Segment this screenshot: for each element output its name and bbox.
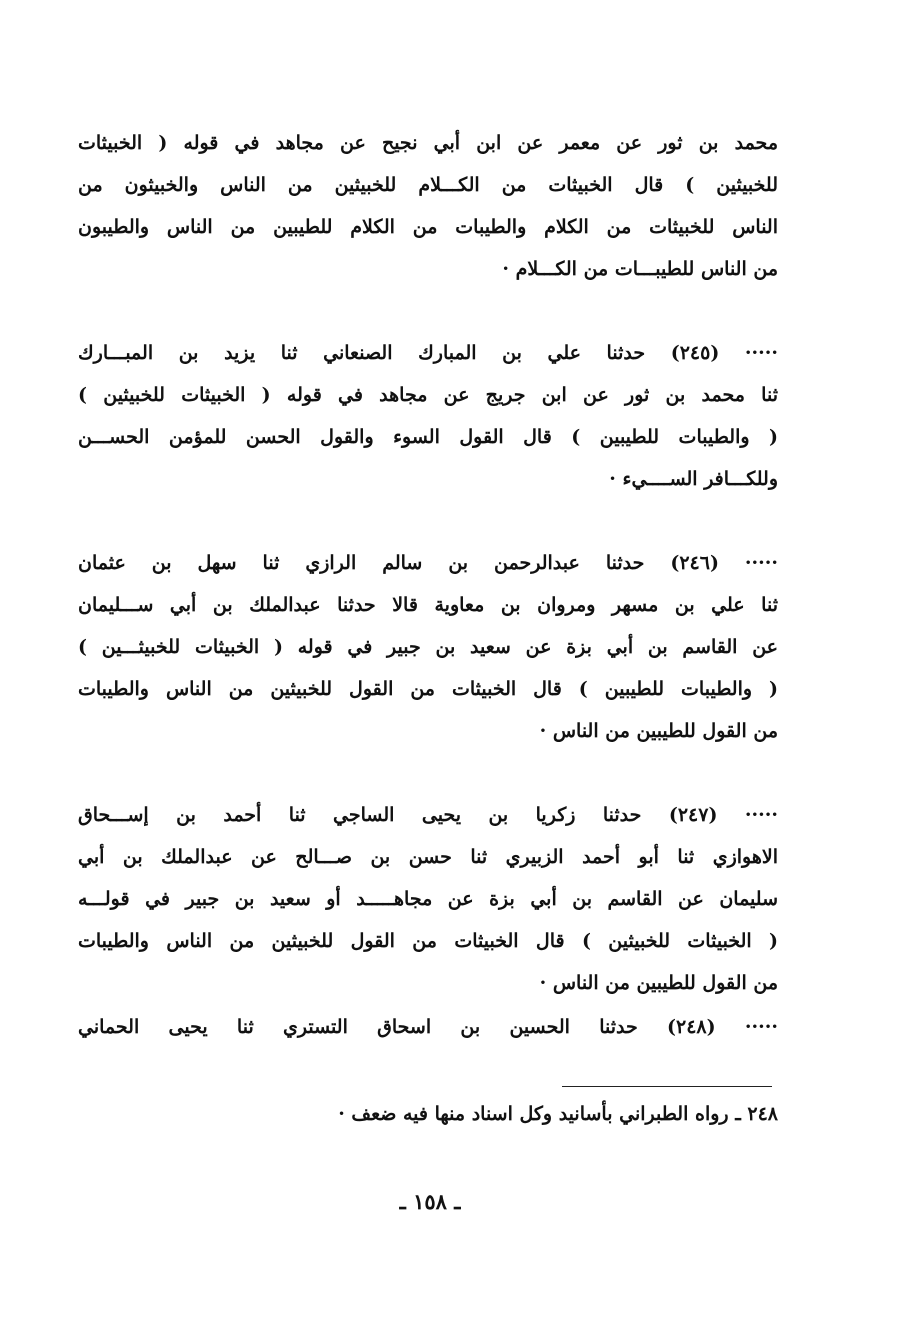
text-line: ····· (٢٤٨) حدثنا الحسين بن اسحاق التستري ثنا يحيى الحماني <box>78 1016 778 1038</box>
hadith-245 <box>78 332 778 500</box>
text-line: ( والطيبات للطيبين ) قال الخبيثات من القول للخبيثين من الناس والطيبات <box>78 678 778 700</box>
text-line: للخبيثين ) قال الخبيثات من الكـــلام للخبيثين من الناس والخبيثون من <box>78 174 778 196</box>
hadith-246 <box>78 542 778 752</box>
page-number: ـ ١٥٨ ـ <box>399 1189 461 1214</box>
hadith-247 <box>78 794 778 1004</box>
text-line: ····· (٢٤٦) حدثنا عبدالرحمن بن سالم الرازي ثنا سهل بن عثمان <box>78 552 778 574</box>
text-line: عن القاسم بن أبي بزة عن سعيد بن جبير في قوله ( الخبيثات للخبيثـــين ) <box>78 636 778 658</box>
text-line: من الناس للطيبـــات من الكـــلام · <box>502 258 778 280</box>
footnote: ٢٤٨ ـ رواه الطبراني بأسانيد وكل اسناد منها فيه ضعف · <box>338 1103 778 1125</box>
footnote-divider <box>562 1086 772 1087</box>
text-line: سليمان عن القاسم بن أبي بزة عن مجاهـــــد أو سعيد بن جبير في قولـــه <box>78 888 778 910</box>
text-line: ····· (٢٤٥) حدثنا علي بن المبارك الصنعاني ثنا يزيد بن المبـــارك <box>78 342 778 364</box>
text-line: محمد بن ثور عن معمر عن ابن أبي نجيح عن مجاهد في قوله ( الخبيثات <box>78 132 778 154</box>
text-line: وللكـــافر الســــيء · <box>609 468 778 490</box>
text-line: ثنا علي بن مسهر ومروان بن معاوية قالا حدثنا عبدالملك بن أبي ســـليمان <box>78 594 778 616</box>
paragraph-continuation <box>78 122 778 290</box>
text-line: ( الخبيثات للخبيثين ) قال الخبيثات من القول للخبيثين من الناس والطيبات <box>78 930 778 952</box>
text-line: من القول للطيبين من الناس · <box>539 720 778 742</box>
text-line: الاهوازي ثنا أبو أحمد الزبيري ثنا حسن بن صـــالح عن عبدالملك بن أبي <box>78 846 778 868</box>
text-line: الناس للخبيثات من الكلام والطيبات من الكلام للطيبين من الناس والطيبون <box>78 216 778 238</box>
text-line: من القول للطيبين من الناس · <box>539 972 778 994</box>
text-line: ····· (٢٤٧) حدثنا زكريا بن يحيى الساجي ثنا أحمد بن إســـحاق <box>78 804 778 826</box>
text-line: ( والطيبات للطيبين ) قال القول السوء والقول الحسن للمؤمن الحســـن <box>78 426 778 448</box>
hadith-248 <box>78 1006 778 1048</box>
text-line: ثنا محمد بن ثور عن ابن جريج عن مجاهد في قوله ( الخبيثات للخبيثين ) <box>78 384 778 406</box>
